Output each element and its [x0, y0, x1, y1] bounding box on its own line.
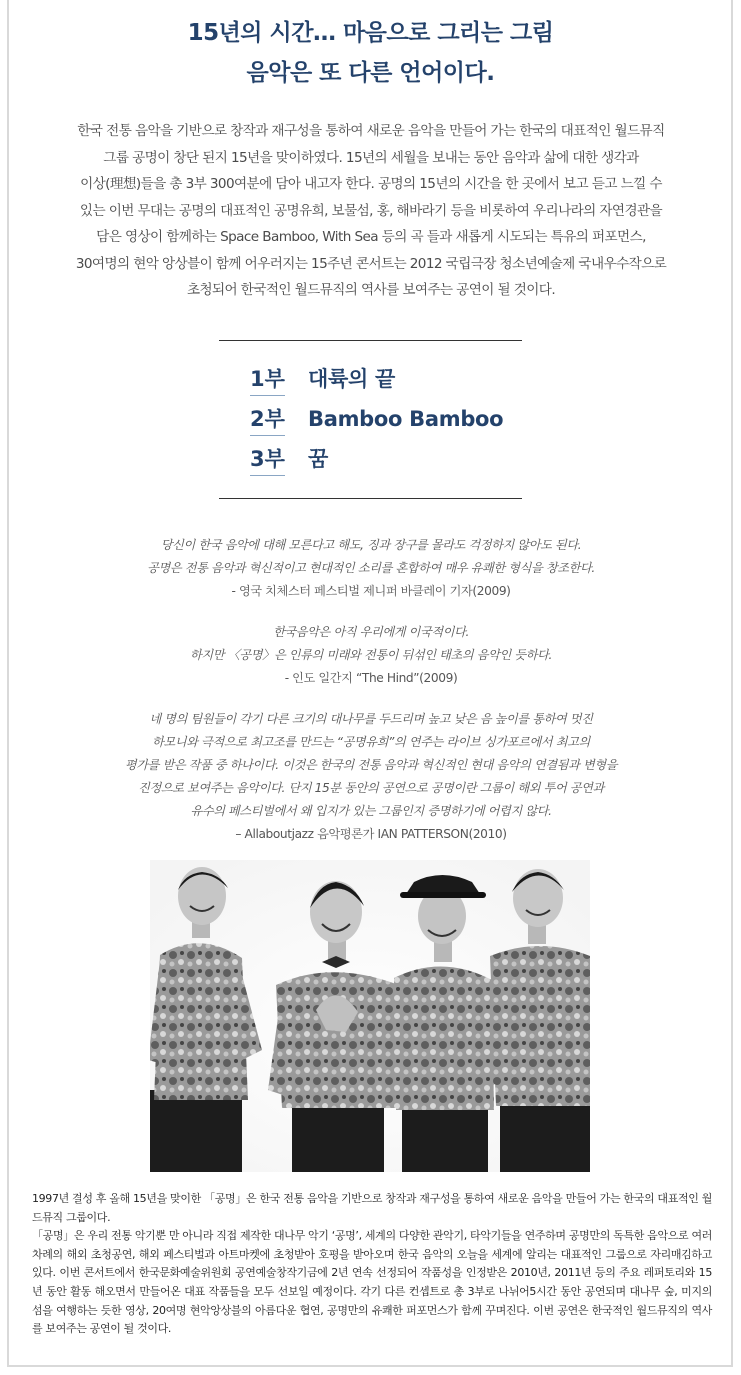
quote-line: 네 명의 팀원들이 각기 다른 크기의 대나무를 두드리며 높고 낮은 음 높이를 통하여 멋진 [149, 712, 593, 726]
intro-line: 그룹 공명이 창단 된지 15년을 맞이하였다. 15년의 세월을 보내는 동안 음악과 삶에 대한 생각과 [103, 149, 639, 166]
quote-line: 평가를 받은 작품 중 하나이다. 이것은 한국의 전통 음악과 혁신적인 현대 음악의 연결됨과 변형을 [124, 758, 618, 772]
description-text [32, 1190, 712, 1339]
review-quote-1 [60, 534, 682, 603]
band-photo-illustration [150, 860, 590, 1172]
quote-line: 진정으로 보여주는 음악이다. 단지 15분 동안의 공연으로 공명이란 그룹이 해외 투어 공연과 [138, 781, 604, 795]
intro-line: 담은 영상이 함께하는 Space Bamboo, With Sea 등의 곡 들과 새롭게 시도되는 특유의 퍼포먼스, [96, 229, 646, 245]
review-quote-3 [60, 708, 682, 846]
headline-line-2: 음악은 또 다른 언어이다. [246, 60, 495, 86]
divider-bottom [219, 498, 522, 499]
quote-source: - 영국 치체스터 페스티벌 제니퍼 바클레이 기자(2009) [231, 584, 511, 598]
review-quote-2 [60, 621, 682, 690]
quote-line: 당신이 한국 음악에 대해 모른다고 해도, 징과 장구를 몰라도 걱정하지 않아도 된다. [160, 538, 582, 552]
program-part-title: 대륙의 끝 [308, 367, 395, 391]
program-part-title: 꿈 [308, 447, 328, 471]
quote-source: - 인도 일간지 “The Hind”(2009) [284, 671, 458, 685]
program-part-number: 1부 [250, 364, 308, 396]
program-item-3 [250, 444, 328, 478]
program-item-1 [250, 364, 395, 398]
headline-line-1: 15년의 시간… 마음으로 그리는 그림 [187, 20, 554, 46]
program-part-number: 3부 [250, 444, 308, 476]
band-photo [150, 860, 590, 1172]
description-paragraph: 1997년 결성 후 올해 15년을 맞이한 「공명」은 한국 전통 음악을 기반으로 창작과 재구성을 통하여 새로운 음악을 만들어 가는 한국의 대표적인 월드뮤직 그룹이다. [32, 1192, 712, 1224]
intro-line: 이상(理想)들을 총 3부 300여분에 담아 내고자 한다. 공명의 15년의 시간을 한 곳에서 보고 듣고 느낄 수 [80, 176, 662, 192]
intro-line: 30여명의 현악 앙상블이 함께 어우러지는 15주년 콘서트는 2012 국립극장 청소년예술제 국내우수작으로 [75, 255, 667, 272]
quote-line: 유수의 페스티벌에서 왜 입지가 있는 그룹인지 증명하기에 어렵지 않다. [190, 804, 552, 818]
program-part-number: 2부 [250, 404, 308, 436]
intro-line: 있는 이번 무대는 공명의 대표적인 공명유희, 보물섬, 홍, 해바라기 등을 비롯하여 우리나라의 자연경관을 [79, 202, 663, 219]
quote-line: 하지만 〈공명〉은 인류의 미래와 전통이 뒤섞인 태초의 음악인 듯하다. [190, 648, 552, 662]
intro-line: 초청되어 한국적인 월드뮤직의 역사를 보여주는 공연이 될 것이다. [186, 282, 556, 298]
quote-line: 공명은 전통 음악과 혁신적이고 현대적인 소리를 혼합하여 매우 유쾌한 형식을 창조한다. [147, 561, 595, 575]
quote-line: 한국음악은 아직 우리에게 이국적이다. [273, 625, 469, 639]
quote-line: 하모니와 극적으로 최고조를 만드는 “공명유희”의 연주는 라이브 싱가포르에서 최고의 [152, 735, 590, 749]
intro-line: 한국 전통 음악을 기반으로 창작과 재구성을 통하여 새로운 음악을 만들어 가는 한국의 대표적인 월드뮤직 [77, 123, 665, 139]
program-item-2 [250, 404, 503, 438]
quote-source: – Allaboutjazz 음악평론가 IAN PATTERSON(2010) [235, 827, 507, 841]
divider-top [219, 340, 522, 341]
intro-paragraph [40, 118, 702, 304]
description-paragraph: 「공명」은 우리 전통 악기뿐 만 아니라 직접 제작한 대나무 악기 ‘공명’, 세계의 다양한 관악기, 타악기들을 연주하며 공명만의 독특한 음악으로 여러 차례의 해외 초청공연, 해외 페스티벌과 아트마켓에 초청받아 호평을 받아오며 한국 음악의 오늘을 세계에 알리는 대표적인 그룹으로 자리매김하고 있다. 이번 콘서트에서 한국문화예술위원회 공연예술창작기금에 2년 연속 선정되어 작품성을 인정받은 2010년, 2011년 등의 주요 레퍼토리와 15년 동안 활동 해오면서 만들어온 대표 작품들을 모두 선보일 예정이다. 각기 다른 컨셉트로 총 3부로 나뉘어5시간 동안 공연되며 대나무 숲, 미지의 섬을 여행하는 듯한 영상, 20여명 현악앙상블의 아름다운 협연, 공명만의 유쾌한 퍼포먼스가 함께 꾸며진다. 이번 공연은 한국적인 월드뮤직의 역사를 보여주는 공연이 될 것이다. [32, 1229, 712, 1336]
program-part-title: Bamboo Bamboo [308, 407, 504, 431]
